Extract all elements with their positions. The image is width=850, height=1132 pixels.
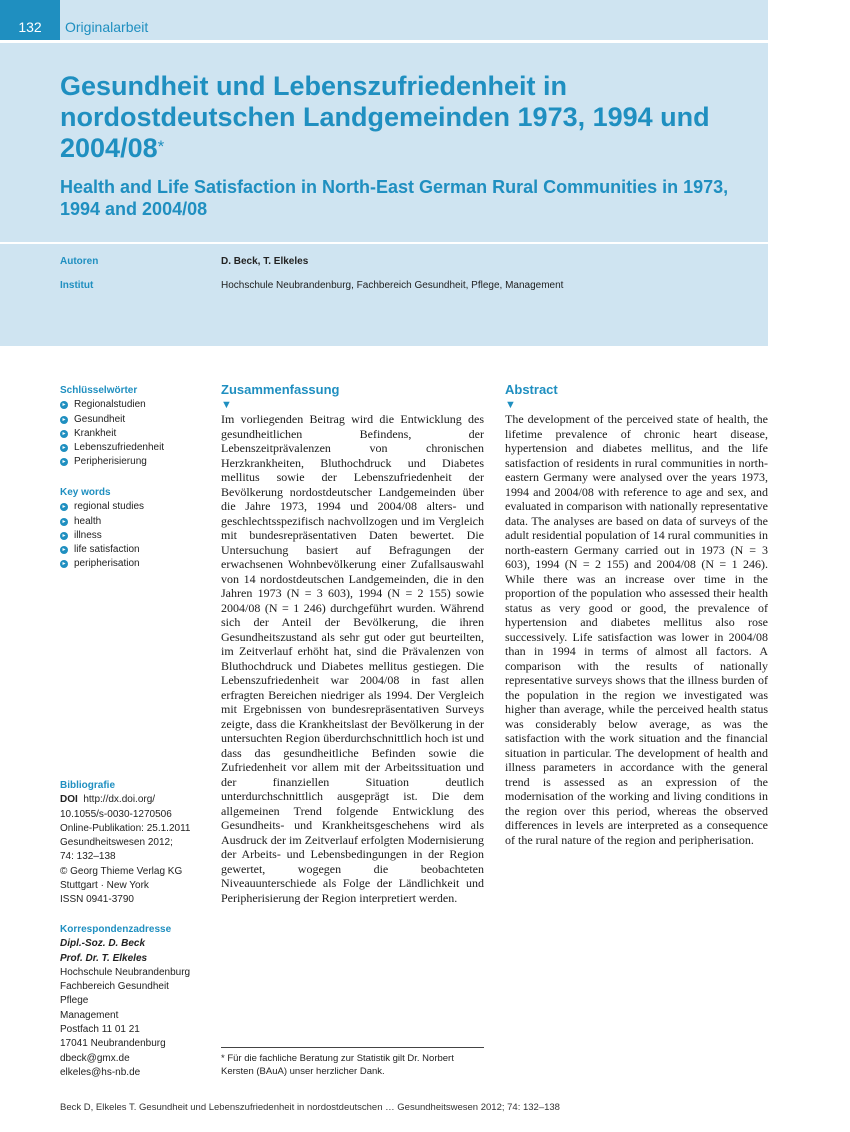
- keyword-item: [60, 515, 210, 529]
- authors-label: Autoren: [60, 256, 99, 267]
- abstract-english: [505, 382, 768, 847]
- correspondent-name: Dipl.-Soz. D. Beck: [60, 938, 146, 950]
- keyword-item: [60, 441, 210, 455]
- address-line: 17041 Neubrandenburg: [60, 1038, 166, 1050]
- bib-line: Stuttgart · New York: [60, 880, 149, 892]
- email-link[interactable]: elkeles@hs-nb.de: [60, 1066, 141, 1078]
- summary-text: Im vorliegenden Beitrag wird die Entwicklung des gesundheitlichen Befindens, der Lebenszeitprävalenzen von chronischen Herzkrankheiten, Bluthochdruck und Diabetes mellitus sowie der Lebenszufriedenheit der Bevölkerung nordostdeutscher Landgemeinden über die Jahre 1973, 1994 und 2004/08 alters- und geschlechtsspezifisch nachvollzogen und im Vergleich mit bundesrepräsentativen Daten bewertet. Die Untersuchung basiert auf Befragungen der erwachsenen Wohnbevölkerung einer Zufallsauswahl von 14 nordostdeutschen Landgemeinden, die in den Jahren 1973 (N = 3 603), 1994 (N = 2 155) sowie 2004/08 (N = 1 246) durchgeführt wurden. Während sich der Anteil der Bevölkerung, die ihren Gesundheitszustand als sehr gut oder gut beurteilten, im Zeitverlauf erhöht hat, sind die Prävalenzen von Bluthochdruck und Diabetes mellitus gestiegen. Die Lebenszufriedenheit war 2004/08 in fast allen erfragten Bereichen niedriger als 1994. Der Vergleich mit Ergebnissen von bundesrepräsentativen Surveys zeigte, dass die Krankheitslast der Bevölkerung in der untersuchten Region überdurchschnittlich hoch ist und dass das gesundheitliche Befinden sowie die Zufriedenheit vor allem mit der Arbeitssituation und der finanziellen Situation deutlich unterdurchschnittlich ausgeprägt ist. Die dem allgemeinen Trend folgende Entwicklung des Gesundheits- und Krankheitsgeschehens wird als Ausdruck der im Zeitverlauf erfolgten Modernisierung der Arbeits- und Lebensbedingungen in der Region gewertet, wogegen die beobachteten Niveauunterschiede als Folge der Ländlichkeit und Peripherisierung der Region interpretiert werden.: [221, 412, 484, 905]
- summary-heading: Zusammenfassung: [221, 382, 340, 397]
- arrow-bullet-icon: ▸: [60, 532, 68, 540]
- correspondence-title: Korrespondenzadresse: [60, 924, 172, 935]
- section-marker-icon: ▼: [221, 399, 232, 411]
- section-marker-icon: ▼: [505, 399, 516, 411]
- keyword-label: regional studies: [74, 501, 145, 513]
- keywords-english-list: [60, 500, 210, 571]
- page-footer-citation: Beck D, Elkeles T. Gesundheit und Lebenszufriedenheit in nordostdeutschen … Gesundheitswesen 2012; 74: 132–138: [60, 1102, 560, 1113]
- page-number: 132: [0, 0, 60, 40]
- arrow-bullet-icon: ▸: [60, 560, 68, 568]
- bib-line: 74: 132–138: [60, 851, 116, 863]
- address-line: Fachbereich Gesundheit: [60, 981, 169, 993]
- arrow-bullet-icon: ▸: [60, 503, 68, 511]
- footnote-rule: [221, 1047, 484, 1048]
- doi-line: [60, 793, 210, 807]
- title-footnote-mark: *: [157, 137, 165, 156]
- bib-line: © Georg Thieme Verlag KG: [60, 865, 183, 877]
- keyword-label: Lebenszufriedenheit: [74, 442, 165, 454]
- institute-label: Institut: [60, 280, 94, 291]
- keyword-item: [60, 427, 210, 441]
- email-link[interactable]: dbeck@gmx.de: [60, 1052, 130, 1064]
- keyword-item: [60, 557, 210, 571]
- doi-url: http://dx.doi.org/: [83, 794, 156, 806]
- correspondence: [60, 923, 210, 1080]
- institute: Hochschule Neubrandenburg, Fachbereich Gesundheit, Pflege, Management: [221, 280, 564, 291]
- arrow-bullet-icon: ▸: [60, 430, 68, 438]
- abstract-text: The development of the perceived state of health, the lifetime prevalence of chronic heart disease, hypertension and diabetes mellitus, and the life satisfaction of residents in rural communities in north-eastern Germany were analysed over the years 1973, 1994 and 2004/08 with reference to age and sex, and evaluated in comparison with nationally representative data. The analyses are based on data of surveys of the adult residential population of 14 rural communities in north-eastern Germany carried out in 1973 (N = 3 603), 1994 (N = 2 155) and 2004/08 (N = 1 246). While there was an increase over time in the proportion of the population who assessed their health status as very good or good, the prevalence of hypertension and diabetes mellitus also rose successively. Life satisfaction was lower in 2004/08 than in 1994 in terms of almost all factors. A comparison with the results of nationally representative surveys shows that the illness burden of the population in the region we investigated was higher than average, while the perceived health status was considerably below average, as was the satisfaction with the work situation and the financial situation in particular. The development of health and illness parameters in accordance with the general trend is assessed as an expression of the modernisation of the working and living conditions in the region over this period, whereas the observed differences in levels are interpreted as a consequence of the rural nature of the region and peripherisation.: [505, 412, 768, 847]
- arrow-bullet-icon: ▸: [60, 401, 68, 409]
- bib-line: ISSN 0941-3790: [60, 894, 134, 906]
- abstract-heading: Abstract: [505, 382, 558, 397]
- keyword-item: [60, 543, 210, 557]
- keyword-label: Regionalstudien: [74, 399, 146, 411]
- bib-line: 10.1055/s-0030-1270506: [60, 808, 172, 820]
- section-label: Originalarbeit: [65, 19, 149, 35]
- keyword-label: Krankheit: [74, 427, 117, 439]
- arrow-bullet-icon: ▸: [60, 518, 68, 526]
- keyword-item: [60, 413, 210, 427]
- keyword-item: [60, 529, 210, 543]
- arrow-bullet-icon: ▸: [60, 546, 68, 554]
- title-german: [60, 71, 760, 164]
- meta-block: [0, 244, 768, 346]
- keywords-english: [60, 486, 210, 572]
- footnote: * Für die fachliche Beratung zur Statistik gilt Dr. Norbert Kersten (BAuA) unser herzlicher Dank.: [221, 1053, 454, 1077]
- keywords-english-title: Key words: [60, 487, 111, 498]
- keyword-label: life satisfaction: [74, 544, 140, 556]
- keyword-label: health: [74, 515, 102, 527]
- bib-line: Gesundheitswesen 2012;: [60, 837, 173, 849]
- keywords-german-list: [60, 398, 210, 469]
- arrow-bullet-icon: ▸: [60, 416, 68, 424]
- arrow-bullet-icon: ▸: [60, 458, 68, 466]
- keyword-item: [60, 398, 210, 412]
- keywords-german: [60, 384, 210, 470]
- summary-german: [221, 382, 484, 905]
- address-line: Hochschule Neubrandenburg: [60, 966, 191, 978]
- title-german-text: Gesundheit und Lebenszufriedenheit in nordostdeutschen Landgemeinden 1973, 1994 und 2004/08: [60, 71, 710, 163]
- keyword-item: [60, 455, 210, 469]
- correspondent-name: Prof. Dr. T. Elkeles: [60, 952, 148, 964]
- bibliography: [60, 779, 210, 908]
- address-line: Postfach 11 01 21: [60, 1024, 140, 1036]
- arrow-bullet-icon: ▸: [60, 444, 68, 452]
- address-line: Pflege: [60, 995, 89, 1007]
- keyword-label: Peripherisierung: [74, 456, 147, 468]
- authors: D. Beck, T. Elkeles: [221, 256, 309, 267]
- keyword-label: peripherisation: [74, 558, 140, 570]
- keyword-label: Gesundheit: [74, 413, 126, 425]
- title-english: Health and Life Satisfaction in North-East German Rural Communities in 1973, 1994 and 2004/08: [60, 177, 729, 219]
- keyword-item: [60, 500, 210, 514]
- address-line: Management: [60, 1009, 119, 1021]
- keywords-german-title: Schlüsselwörter: [60, 385, 138, 396]
- bib-line: Online-Publikation: 25.1.2011: [60, 822, 191, 834]
- doi-label: DOI: [60, 794, 78, 806]
- bibliography-title: Bibliografie: [60, 780, 116, 791]
- keyword-label: illness: [74, 529, 102, 541]
